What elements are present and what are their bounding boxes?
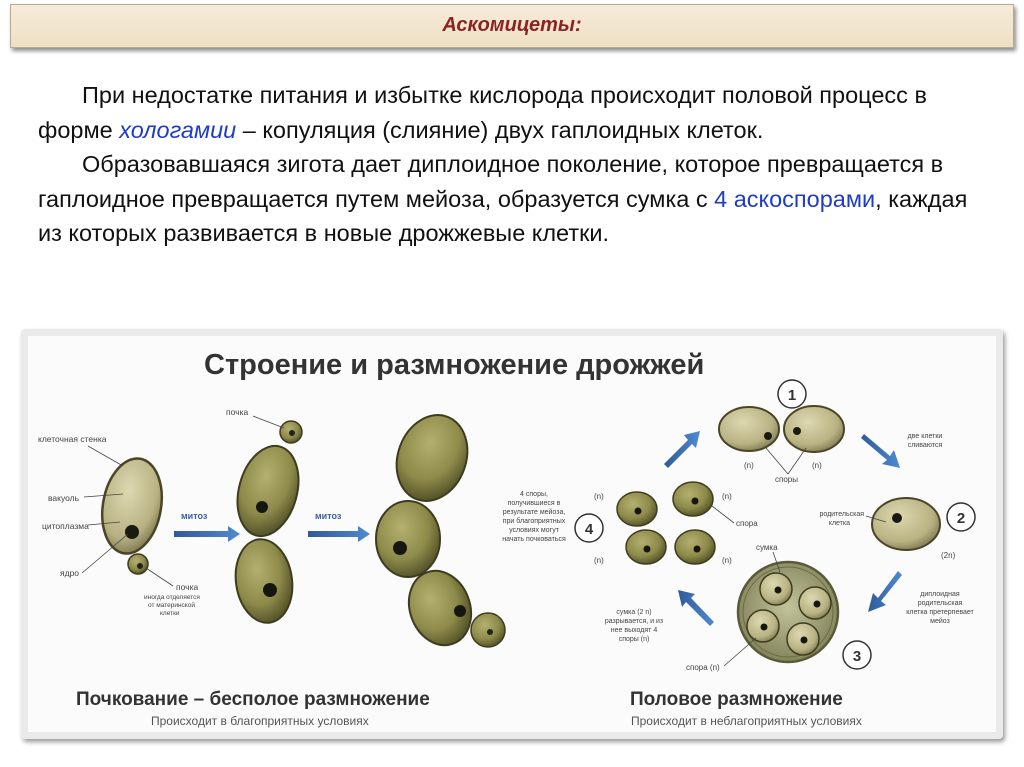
- mitosis-arrow-2: [308, 511, 370, 542]
- label-cell-wall: клеточная стенка: [38, 434, 107, 444]
- label-spore: спора: [736, 519, 758, 528]
- p2-highlight-ascospores: 4 аскоспорами: [714, 185, 876, 212]
- p1-text-after: – копуляция (слияние) двух гаплоидных клеток.: [236, 116, 764, 143]
- bud-note-line-3: клетки: [160, 610, 180, 617]
- sac-note-line-2: разрывается, и из: [604, 618, 664, 625]
- budding-title: Почкование – бесполое размножение: [76, 689, 430, 710]
- label-vacuole: вакуоль: [48, 493, 80, 503]
- diploid-note-line-3: клетка претерпевает: [906, 609, 974, 616]
- budding-subtitle: Происходит в благоприятных условиях: [151, 714, 369, 728]
- p2-text-after: , каждая из которых развивается в новые дрожжевые клетки.: [38, 185, 968, 246]
- figure-title: Строение и размножение дрожжей: [204, 349, 705, 381]
- yeast-figure-panel: [28, 336, 996, 732]
- step-4-n-topleft: (n): [594, 492, 604, 501]
- spores-note-line-1: 4 споры,: [520, 491, 548, 498]
- arrow-3-to-4: [678, 590, 714, 626]
- arrow-2-to-3: [868, 571, 902, 612]
- yeast-figure: [21, 329, 1003, 739]
- slide-title-bar: [10, 4, 1014, 48]
- step-2-number: 2: [956, 510, 966, 527]
- step-1-two-cells: [719, 380, 844, 452]
- label-nucleus: ядро: [60, 568, 80, 578]
- p1-highlight-hologamy: хологамии: [119, 116, 237, 143]
- sac-note-line-3: нее выходят 4: [610, 627, 658, 634]
- budding-chain: [376, 405, 505, 654]
- cells-merge-line-1: две клетки: [907, 433, 943, 440]
- sexual-title: Половое размножение: [630, 689, 843, 710]
- step-1-n-left: (n): [744, 461, 754, 470]
- spores-note-line-5: условиях могут: [509, 527, 559, 534]
- paragraph-1: [38, 78, 988, 147]
- bud-note-line-1: иногда отделяется: [144, 594, 200, 601]
- p2-text-before: Образовавшаяся зигота дает диплоидное поколение, которое превращается в гаплоидное превращается путем мейоза, образуется сумка с: [38, 151, 944, 212]
- cells-merge-line-2: сливаются: [907, 442, 943, 449]
- step-2-parent-cell: [872, 498, 975, 550]
- yeast-diagram: [28, 336, 996, 732]
- spores-note-line-4: при благоприятных: [502, 518, 566, 525]
- parent-cell-line-2: клетка: [828, 520, 850, 527]
- paragraph-2: [38, 147, 988, 251]
- sexual-subtitle: Происходит в неблагоприятных условиях: [631, 714, 862, 728]
- label-spores: споры: [775, 475, 798, 484]
- step-4-n-bottomright: (n): [722, 556, 732, 565]
- spores-note-line-6: начать почковаться: [502, 536, 566, 543]
- label-bud-top: почка: [226, 407, 249, 417]
- step-4-n-bottomleft: (n): [594, 556, 604, 565]
- p1-text-before: При недостатке питания и избытке кислорода происходит половой процесс в форме: [38, 82, 927, 143]
- step-4-number: 4: [584, 521, 594, 538]
- spores-note-line-2: получившиеся в: [507, 500, 561, 507]
- sac-note-line-1: сумка (2 n): [616, 609, 652, 616]
- step-3-number: 3: [852, 648, 862, 665]
- label-bud-bottom: почка: [176, 582, 199, 592]
- spores-note-line-3: результате мейоза,: [502, 509, 566, 516]
- step-3-ascus: [738, 562, 871, 669]
- diploid-note-line-4: мейоз: [930, 618, 950, 625]
- mitosis-arrow-1: [174, 511, 240, 542]
- body-text: [38, 78, 988, 251]
- diploid-note-line-2: родительская: [917, 600, 963, 607]
- sac-note-line-4: споры (n): [618, 636, 650, 643]
- step-1-n-right: (n): [812, 461, 822, 470]
- label-spore-n: спора (n): [686, 663, 720, 672]
- mitosis-label-2: митоз: [315, 511, 342, 521]
- parent-cell-line-1: родительская: [819, 511, 864, 518]
- step-2-2n: (2n): [941, 551, 956, 560]
- single-yeast-cell: [95, 454, 169, 574]
- arrow-1-to-2: [861, 434, 900, 468]
- slide-title: Аскомицеты:: [442, 14, 582, 36]
- mitosis-label-1: митоз: [181, 511, 208, 521]
- step-4-n-topright: (n): [722, 492, 732, 501]
- budding-cells: [228, 421, 308, 626]
- bud-note-line-2: от материнской: [148, 602, 195, 609]
- label-cytoplasm: цитоплазма: [42, 521, 89, 531]
- label-sac: сумка: [756, 543, 778, 552]
- arrow-4-to-1: [664, 431, 700, 468]
- step-1-number: 1: [787, 387, 797, 404]
- diploid-note-line-1: диплоидная: [920, 591, 960, 598]
